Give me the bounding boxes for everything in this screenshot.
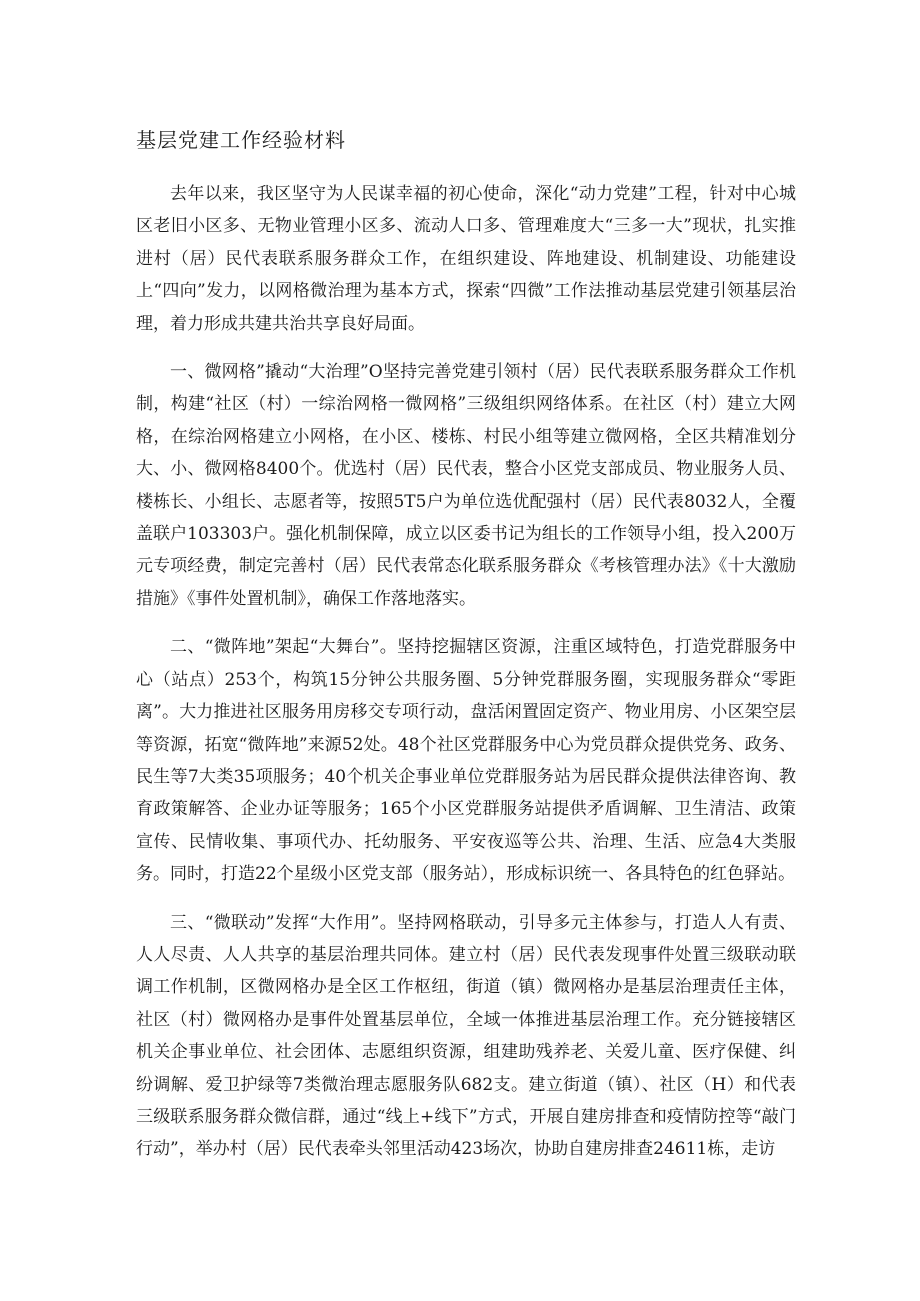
intro-paragraph: 去年以来，我区坚守为人民谋幸福的初心使命，深化“动力党建”工程，针对中心城区老旧小区多、无物业管理小区多、流动人口多、管理难度大“三多一大”现状，扎实推进村（居）民代表联系服务群众工作，在组织建设、阵地建设、机制建设、功能建设上“四向”发力，以网格微治理为基本方式，探索“四微”工作法推动基层党建引领基层治理，着力形成共建共治共享良好局面。 xyxy=(136,184,796,334)
section-2-paragraph: 二、“微阵地”架起“大舞台”。坚持挖掘辖区资源，注重区域特色，打造党群服务中心（站点）253个，构筑15分钟公共服务圈、5分钟党群服务圈，实现服务群众“零距离”。大力推进社区服务用房移交专项行动，盘活闲置固定资产、物业用房、小区架空层等资源，拓宽“微阵地”来源52处。48个社区党群服务中心为党员群众提供党务、政务、民生等7大类35项服务；40个机关企事业单位党群服务站为居民群众提供法律咨询、教育政策解答、企业办证等服务；165个小区党群服务站提供矛盾调解、卫生清洁、政策宣传、民情收集、事项代办、托幼服务、平安夜巡等公共、治理、生活、应急4大类服务。同时，打造22个星级小区党支部（服务站），形成标识统一、各具特色的红色驿站。 xyxy=(136,637,796,885)
section-3-paragraph: 三、“微联动”发挥“大作用”。坚持网格联动，引导多元主体参与，打造人人有责、人人尽责、人人共享的基层治理共同体。建立村（居）民代表发现事件处置三级联动联调工作机制，区微网格办是全区工作枢纽，街道（镇）微网格办是基层治理责任主体，社区（村）微网格办是事件处置基层单位，全域一体推进基层治理工作。充分链接辖区机关企事业单位、社会团体、志愿组织资源，组建助残养老、关爱儿童、医疗保健、纠纷调解、爱卫护绿等7类微治理志愿服务队682支。建立街道（镇）、社区（H）和代表三级联系服务群众微信群，通过“线上+线下”方式，开展自建房排查和疫情防控等“敲门行动”，举办村（居）民代表牵头邻里活动423场次，协助自建房排查24611栋，走访 xyxy=(136,912,796,1160)
document-title: 基层党建工作经验材料 xyxy=(136,128,346,152)
document-body xyxy=(136,178,796,1182)
section-1-paragraph: 一、微网格”撬动“大治理”O坚持完善党建引领村（居）民代表联系服务群众工作机制，构建“社区（村）一综治网格一微网格”三级组织网络体系。在社区（村）建立大网格，在综治网格建立小网格，在小区、楼栋、村民小组等建立微网格，全区共精准划分大、小、微网格8400个。优选村（居）民代表，整合小区党支部成员、物业服务人员、楼栋长、小组长、志愿者等，按照5T5户为单位选优配强村（居）民代表8032人，全覆盖联户103303户。强化机制保障，成立以区委书记为组长的工作领导小组，投入200万元专项经费，制定完善村（居）民代表常态化联系服务群众《考核管理办法》《十大激励措施》《事件处置机制》，确保工作落地落实。 xyxy=(136,362,796,609)
